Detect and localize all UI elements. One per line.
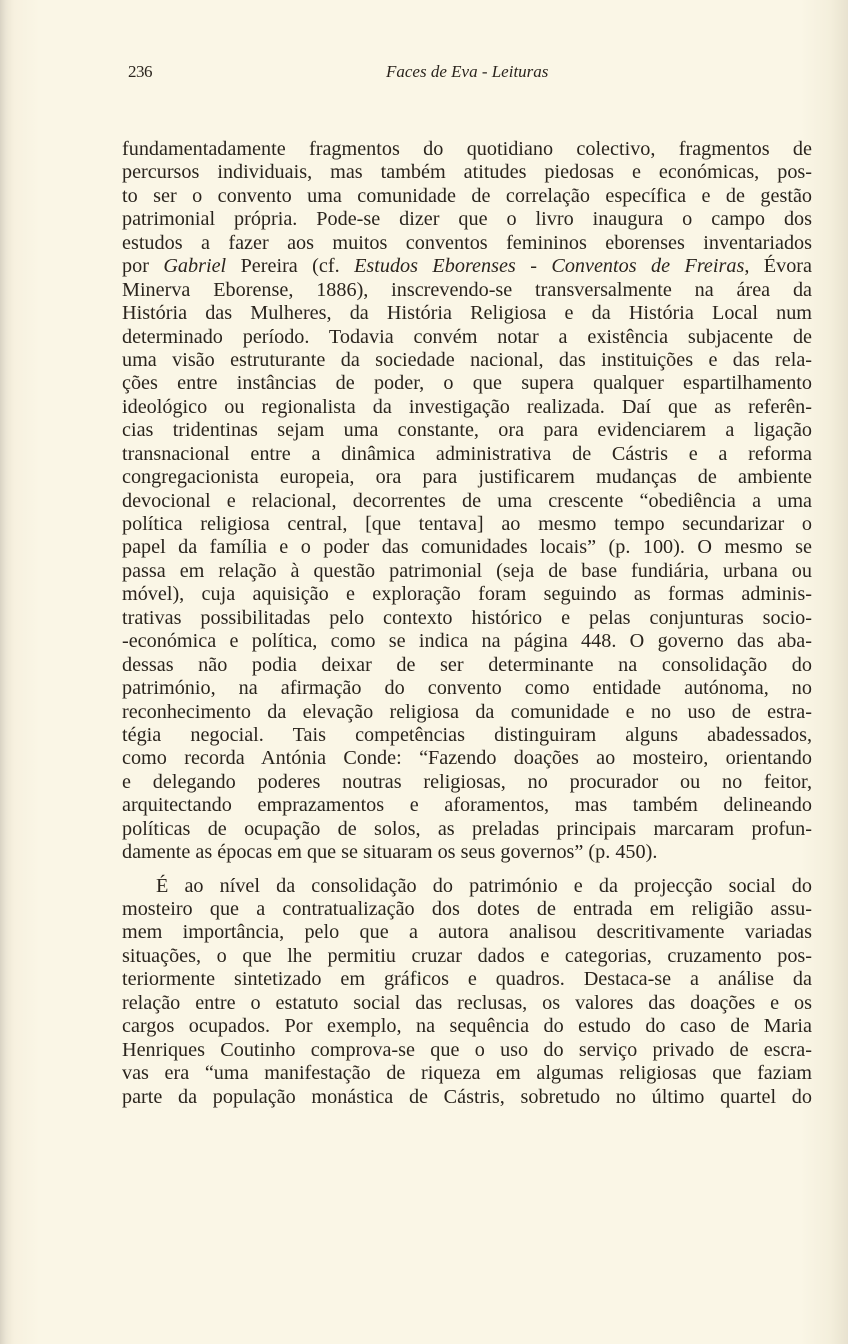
text-fragment: por — [122, 255, 164, 278]
page-number: 236 — [128, 62, 152, 81]
text-fragment: , Évora — [744, 255, 812, 278]
text-fragment: Pereira (cf. — [226, 255, 355, 278]
text-line: como recorda Antónia Conde: “Fazendo doações ao mosteiro, orientando — [122, 747, 812, 770]
text-line: dessas não podia deixar de ser determinante na consolidação do — [122, 653, 812, 676]
paragraph-2 — [122, 875, 812, 1109]
text-line: parte da população monástica de Cástris, sobretudo no último quartel do — [122, 1085, 812, 1108]
running-head — [128, 62, 818, 86]
text-line: fundamentadamente fragmentos do quotidiano colectivo, fragmentos de — [122, 138, 812, 160]
text-line: mem importância, pelo que a autora analisou descritivamente variadas — [122, 921, 812, 944]
text-line: devocional e relacional, decorrentes de uma crescente “obediência a uma — [122, 489, 812, 512]
text-line: políticas de ocupação de solos, as preladas principais marcaram profun- — [122, 817, 812, 840]
text-line: -económica e política, como se indica na página 448. O governo das aba- — [122, 630, 812, 653]
text-line: e delegando poderes noutras religiosas, no procurador ou no feitor, — [122, 770, 812, 793]
text-line: to ser o convento uma comunidade de correlação específica e de gestão — [122, 184, 812, 207]
text-line: papel da família e o poder das comunidades locais” (p. 100). O mesmo se — [122, 536, 812, 559]
text-line: É ao nível da consolidação do património e da projecção social do — [156, 874, 812, 897]
text-line: transnacional entre a dinâmica administrativa de Cástris e a reforma — [122, 442, 812, 465]
text-line: patrimonial própria. Pode-se dizer que o livro inaugura o campo dos — [122, 208, 812, 231]
text-line: mosteiro que a contratualização dos dotes de entrada em religião assu- — [122, 898, 812, 920]
text-line: teriormente sintetizado em gráficos e quadros. Destaca-se a análise da — [122, 968, 812, 991]
text-line: situações, o que lhe permitiu cruzar dados e categorias, cruzamento pos- — [122, 944, 812, 967]
paragraph-1 — [122, 138, 812, 865]
text-line: Henriques Coutinho comprova-se que o uso do serviço privado de escra- — [122, 1038, 812, 1061]
text-line: Minerva Eborense, 1886), inscrevendo-se transversalmente na área da — [122, 278, 812, 301]
text-line: ideológico ou regionalista da investigação realizada. Daí que as referên- — [122, 395, 812, 418]
text-line: passa em relação à questão patrimonial (seja de base fundiária, urbana ou — [122, 559, 812, 582]
text-line: móvel), cuja aquisição e exploração foram seguindo as formas adminis- — [122, 583, 812, 606]
text-line: vas era “uma manifestação de riqueza em algumas religiosas que faziam — [122, 1062, 812, 1085]
text-line: tégia negocial. Tais competências distinguiram alguns abadessados, — [122, 723, 812, 746]
text-line: uma visão estruturante da sociedade nacional, das instituições e das rela- — [122, 348, 812, 371]
text-line: damente as épocas em que se situaram os seus governos” (p. 450). — [122, 841, 658, 864]
work-title-italic: Estudos Eborenses - Conventos de Freiras — [354, 255, 745, 278]
text-line: cargos ocupados. Por exemplo, na sequência do estudo do caso de Maria — [122, 1015, 812, 1038]
body-text — [122, 138, 812, 1109]
text-line: cias tridentinas sejam uma constante, ora para evidenciarem a ligação — [122, 419, 812, 442]
text-line: política religiosa central, [que tentava] ao mesmo tempo secundarizar o — [122, 513, 812, 535]
text-line: estudos a fazer aos muitos conventos femininos eborenses inventariados — [122, 231, 812, 254]
text-line: reconhecimento da elevação religiosa da comunidade e no uso de estra- — [122, 700, 812, 723]
text-line: História das Mulheres, da História Religiosa e da História Local num — [122, 302, 812, 325]
text-line: percursos individuais, mas também atitudes piedosas e económicas, pos- — [122, 161, 812, 184]
text-line-citation — [122, 255, 812, 278]
running-title: Faces de Eva - Leituras — [386, 62, 549, 81]
text-line: congregacionista europeia, ora para justificarem mudanças de ambiente — [122, 466, 812, 489]
text-line: ções entre instâncias de poder, o que supera qualquer espartilhamento — [122, 372, 812, 395]
text-line: determinado período. Todavia convém notar a existência subjacente de — [122, 325, 812, 348]
text-line: trativas possibilitadas pelo contexto histórico e pelas conjunturas socio- — [122, 606, 812, 629]
author-name-italic: Gabriel — [163, 255, 227, 278]
paragraph-gap — [122, 865, 812, 875]
text-line: arquitectando emprazamentos e aforamentos, mas também delineando — [122, 794, 812, 817]
text-line: relação entre o estatuto social das reclusas, os valores das doações e os — [122, 991, 812, 1014]
text-line: património, na afirmação do convento como entidade autónoma, no — [122, 677, 812, 700]
